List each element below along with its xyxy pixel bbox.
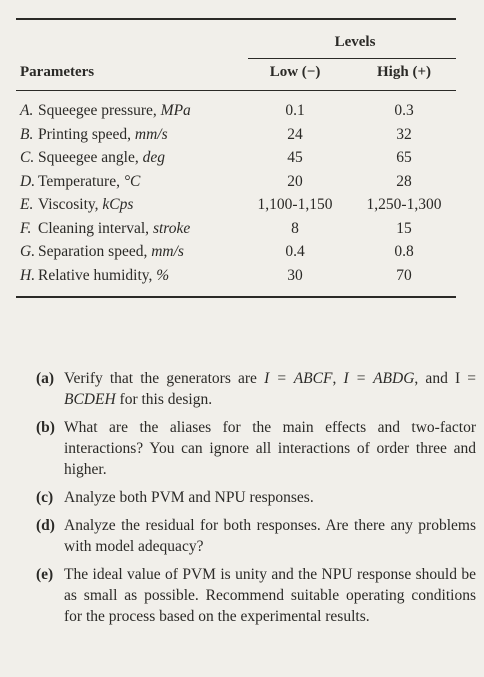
factor-unit: stroke bbox=[152, 219, 191, 237]
exercise-text: Analyze both PVM and NPU responses. bbox=[64, 489, 314, 506]
factor-unit: MPa bbox=[160, 102, 191, 119]
high-level-header: High (+) bbox=[377, 64, 431, 80]
table-row bbox=[0, 173, 484, 197]
low-value: 0.1 bbox=[285, 102, 305, 119]
generator-bcdeh: BCDEH bbox=[64, 391, 116, 408]
factor-name: Relative humidity, % bbox=[38, 266, 170, 284]
high-value: 65 bbox=[396, 149, 412, 166]
table-top-rule bbox=[16, 18, 456, 20]
table-row bbox=[0, 267, 484, 291]
table-row bbox=[0, 196, 484, 220]
generator-abcf: I = ABCF bbox=[264, 370, 333, 387]
exercise-text: Analyze the residual for both responses. Are there any problems with model adequacy? bbox=[64, 517, 476, 555]
high-value: 70 bbox=[396, 266, 412, 284]
table-row bbox=[0, 126, 484, 150]
exercise-c bbox=[36, 487, 476, 508]
table-row bbox=[0, 102, 484, 126]
low-value: 20 bbox=[287, 172, 303, 190]
exercise-label: (a) bbox=[36, 370, 55, 387]
factor-letter: C. bbox=[20, 149, 35, 166]
table-row bbox=[0, 220, 484, 244]
table-header-rule bbox=[16, 90, 456, 91]
factor-letter: A. bbox=[20, 102, 34, 119]
factor-name: Squeegee angle, deg bbox=[38, 149, 165, 166]
low-level-header: Low (−) bbox=[269, 64, 321, 80]
high-value: 1,250-1,300 bbox=[366, 196, 442, 213]
factor-unit: mm/s bbox=[151, 243, 184, 260]
high-value: 15 bbox=[396, 219, 412, 237]
low-value: 1,100-1,150 bbox=[257, 196, 333, 213]
exercise-text: What are the aliases for the main effects and two-factor interactions? You can ignore all interactions of order three and higher. bbox=[64, 419, 476, 478]
factor-name: Squeegee pressure, MPa bbox=[38, 102, 191, 119]
factor-letter: F. bbox=[20, 219, 32, 237]
exercise-b bbox=[36, 417, 476, 480]
exercise-list bbox=[36, 368, 476, 634]
table-row bbox=[0, 243, 484, 267]
low-value: 30 bbox=[287, 266, 303, 284]
high-value: 28 bbox=[396, 172, 412, 190]
low-value: 24 bbox=[287, 125, 303, 143]
high-value: 32 bbox=[396, 125, 412, 143]
exercise-label: (b) bbox=[36, 419, 55, 436]
factor-unit: mm/s bbox=[134, 125, 168, 143]
factor-letter: H. bbox=[20, 266, 36, 284]
exercise-label: (e) bbox=[36, 566, 54, 583]
factor-letter: B. bbox=[20, 125, 34, 143]
factor-name: Cleaning interval, stroke bbox=[38, 219, 191, 237]
factor-unit: deg bbox=[142, 149, 165, 166]
low-value: 0.4 bbox=[285, 243, 305, 260]
factor-name: Temperature, °C bbox=[38, 172, 141, 190]
factor-unit: % bbox=[156, 266, 170, 284]
table-bottom-rule bbox=[16, 296, 456, 298]
exercise-e bbox=[36, 564, 476, 627]
high-value: 0.3 bbox=[394, 102, 414, 119]
table-row bbox=[0, 149, 484, 173]
levels-header: Levels bbox=[334, 34, 376, 50]
exercise-label: (d) bbox=[36, 517, 55, 534]
factor-name: Viscosity, kCps bbox=[38, 196, 134, 213]
exercise-a: (a) Verify that the generators are I = ABCF, I = ABDG, and I = BCDEH for this design. bbox=[36, 370, 476, 408]
factor-name: Separation speed, mm/s bbox=[38, 243, 184, 260]
factor-letter: D. bbox=[20, 172, 36, 190]
exercise-label: (c) bbox=[36, 489, 54, 506]
low-value: 45 bbox=[287, 149, 303, 166]
exercise-text: The ideal value of PVM is unity and the NPU response should be as small as possible. Recommend suitable operating conditions for the process based on the experimental results. bbox=[64, 566, 476, 625]
factor-unit: kCps bbox=[102, 196, 134, 213]
exercise-d bbox=[36, 515, 476, 557]
factor-letter: E. bbox=[20, 196, 34, 213]
low-value: 8 bbox=[291, 219, 299, 237]
factor-unit: °C bbox=[123, 172, 141, 190]
parameter-table-body bbox=[0, 102, 484, 290]
factor-letter: G. bbox=[20, 243, 36, 260]
parameters-header: Parameters bbox=[20, 64, 95, 80]
high-value: 0.8 bbox=[394, 243, 414, 260]
factor-name: Printing speed, mm/s bbox=[38, 125, 168, 143]
generator-abdg: I = ABDG bbox=[343, 370, 415, 387]
levels-rule bbox=[248, 58, 456, 59]
